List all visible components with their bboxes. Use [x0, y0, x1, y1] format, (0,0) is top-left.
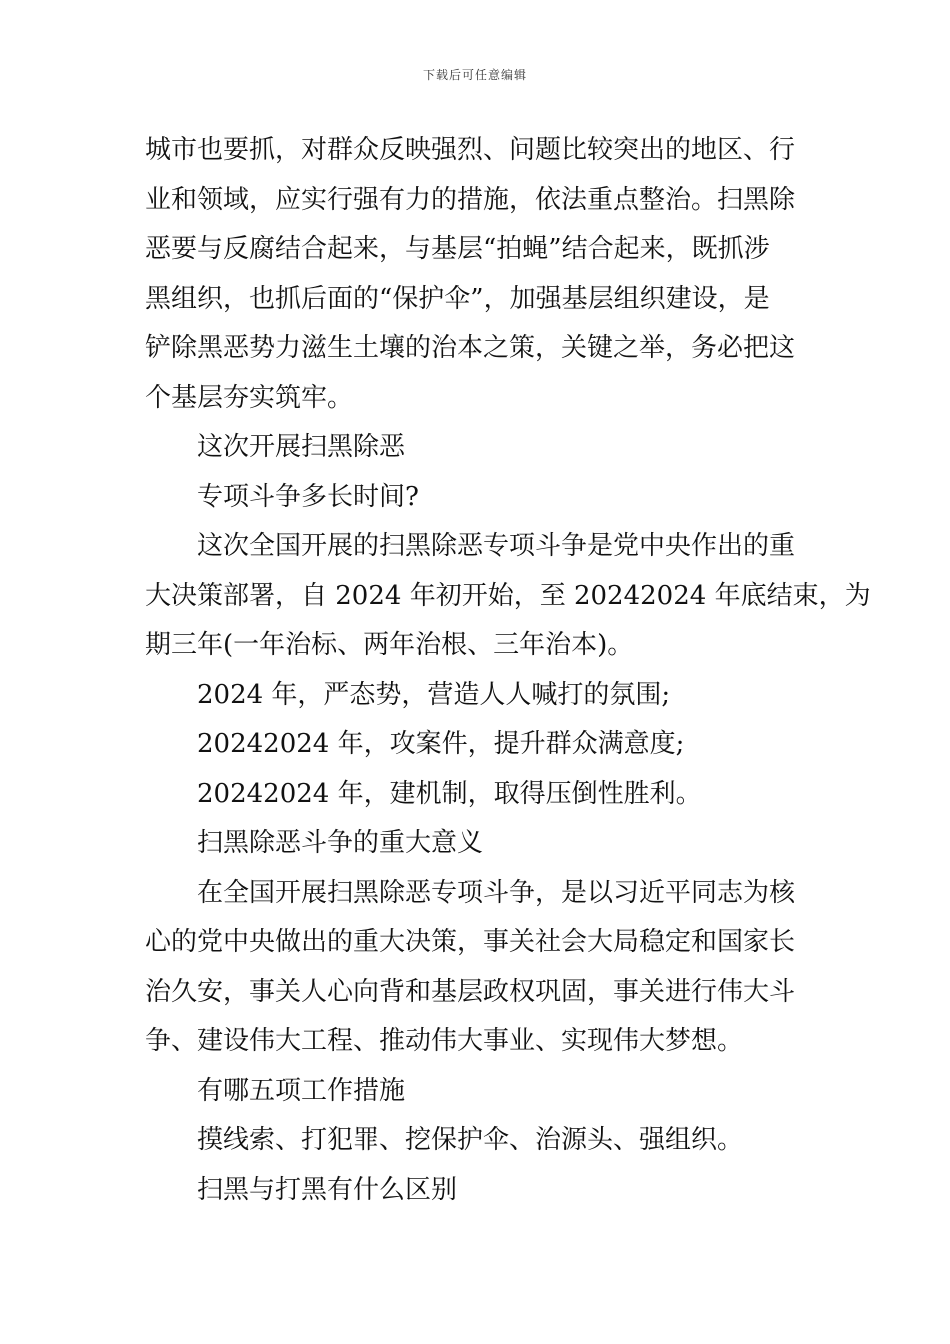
- phase-item-2: 20242024 年，攻案件，提升群众满意度;: [197, 729, 685, 759]
- text-line-4: 黑组织，也抓后面的“保护伞”，加强基层组织建设，是: [145, 283, 770, 314]
- text-line-18: 治久安，事关人心向背和基层政权巩固，事关进行伟大斗: [145, 976, 796, 1007]
- section-heading-duration-1: 这次开展扫黑除恶: [197, 432, 406, 462]
- text-line-19: 争、建设伟大工程、推动伟大事业、实现伟大梦想。: [145, 1026, 744, 1056]
- text-line-2: 业和领域，应实行强有力的措施，依法重点整治。扫黑除: [145, 184, 796, 215]
- header-note: 下载后可任意编辑: [422, 68, 527, 82]
- text-line-6: 个基层夯实筑牢。: [145, 382, 354, 413]
- phase-item-1: 2024 年，严态势，营造人人喊打的氛围;: [197, 679, 671, 710]
- section-heading-duration-2: 专项斗争多长时间?: [197, 481, 419, 512]
- body-text: [145, 126, 871, 1215]
- text-line-1: 城市也要抓，对群众反映强烈、问题比较突出的地区、行: [145, 135, 796, 165]
- text-line-3: 恶要与反腐结合起来，与基层“拍蝇”结合起来，既抓涉: [145, 234, 770, 264]
- text-line-17: 心的党中央做出的重大决策，事关社会大局稳定和国家长: [145, 927, 796, 957]
- text-line-16: 在全国开展扫黑除恶专项斗争，是以习近平同志为核: [197, 877, 796, 908]
- phase-item-3: 20242024 年，建机制，取得压倒性胜利。: [197, 778, 702, 809]
- text-line-5: 铲除黑恶势力滋生土壤的治本之策，关键之举，务必把这: [145, 333, 796, 363]
- section-heading-measures: 有哪五项工作措施: [197, 1075, 406, 1106]
- text-line-11: 期三年(一年治标、两年治根、三年治本)。: [145, 630, 634, 660]
- text-line-10: 大决策部署，自 2024 年初开始，至 20242024 年底结束，为: [145, 580, 871, 611]
- measures-list: 摸线索、打犯罪、挖保护伞、治源头、强组织。: [197, 1125, 744, 1155]
- section-heading-significance: 扫黑除恶斗争的重大意义: [197, 828, 484, 858]
- section-heading-difference: 扫黑与打黑有什么区别: [197, 1174, 458, 1205]
- text-line-9: 这次全国开展的扫黑除恶专项斗争是党中央作出的重: [197, 531, 796, 561]
